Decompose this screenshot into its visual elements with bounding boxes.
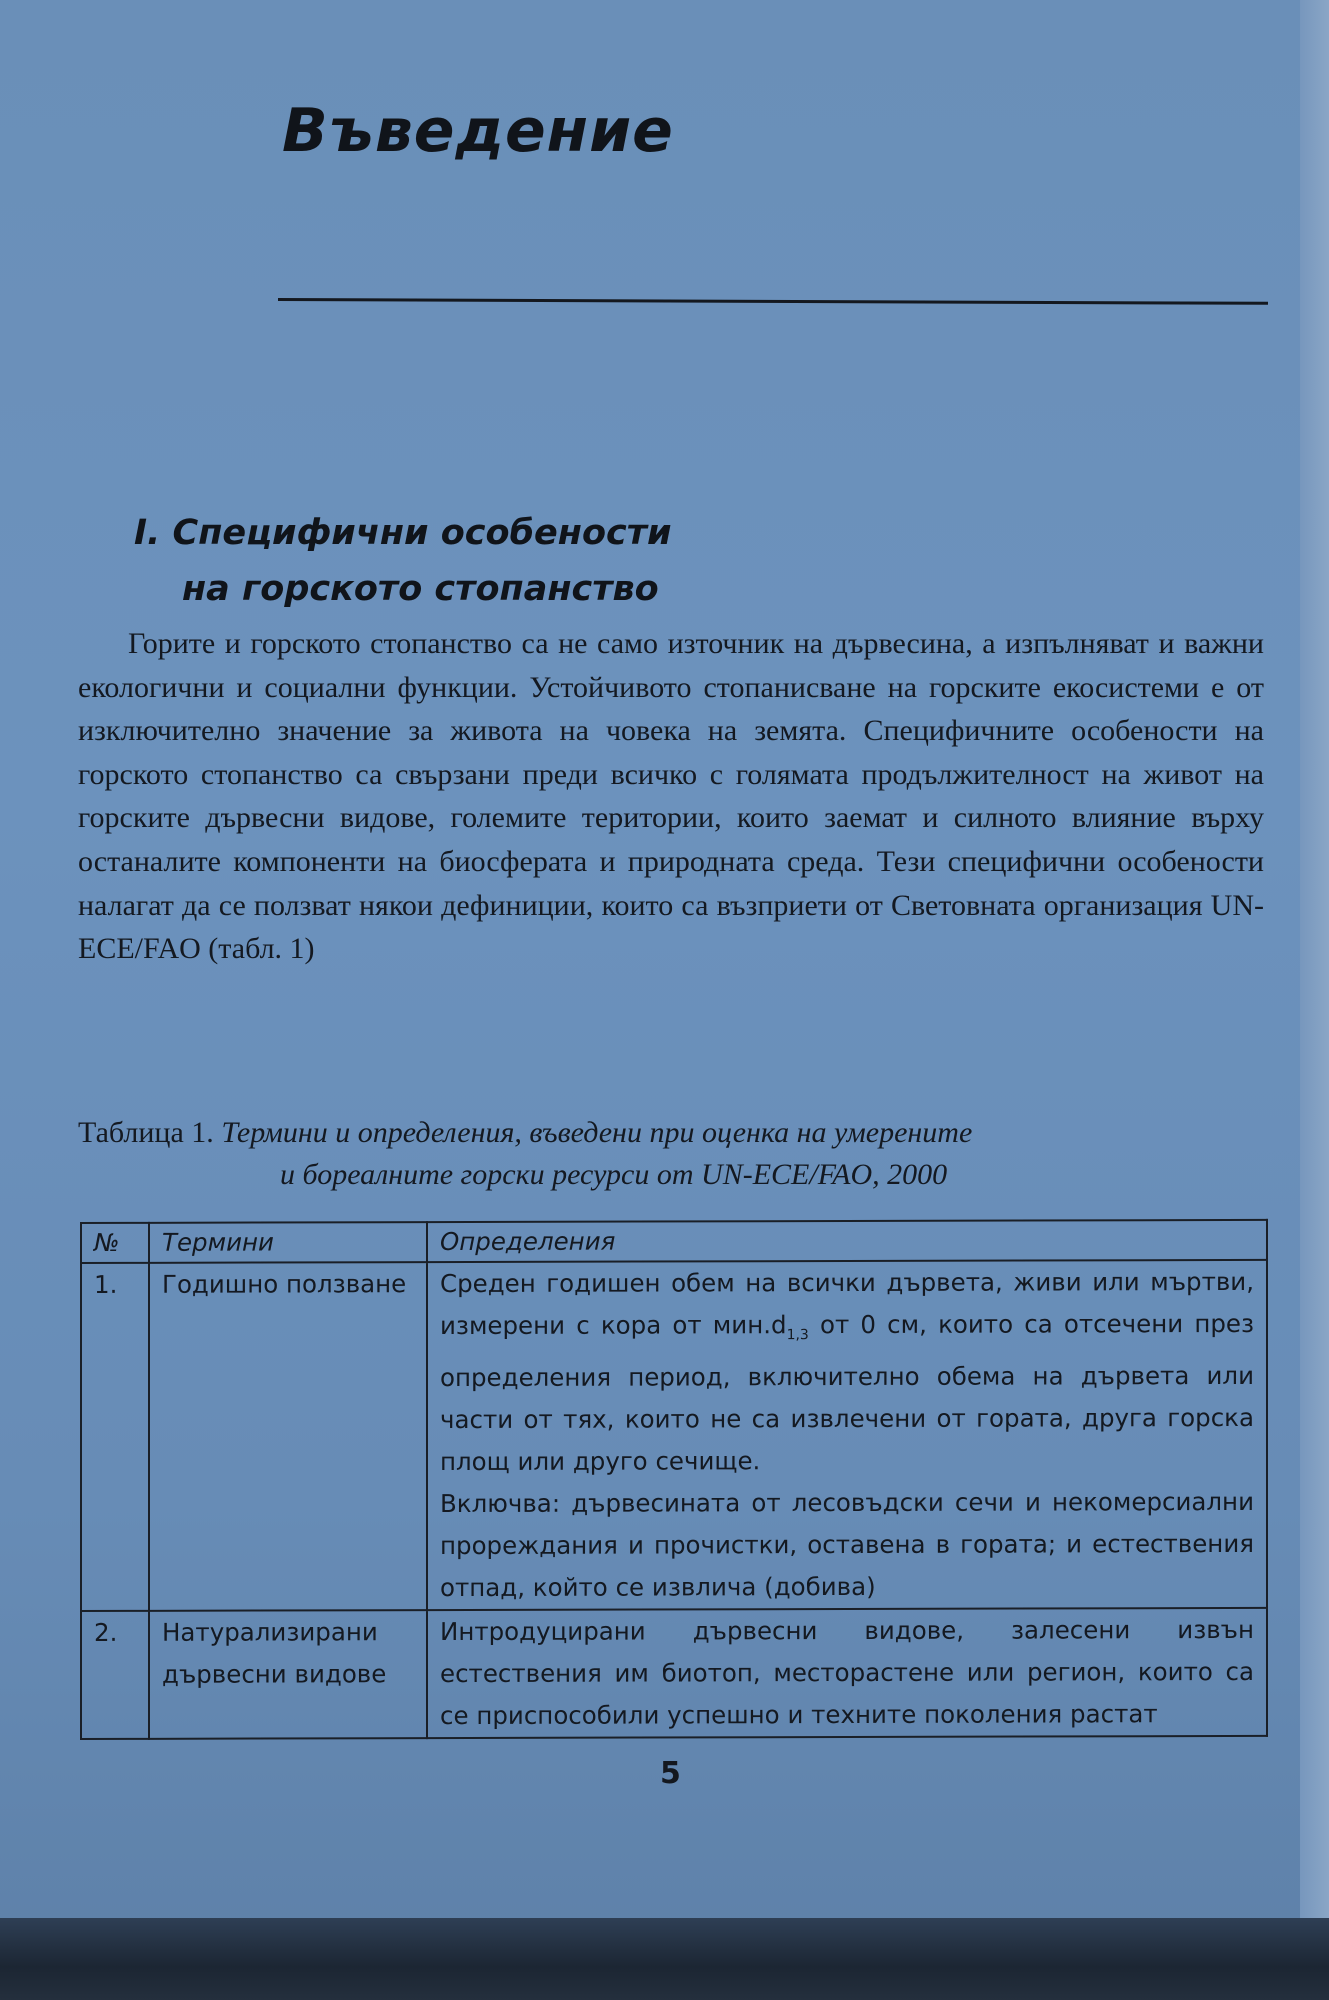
title-underline bbox=[278, 298, 1268, 305]
terms-table bbox=[80, 1219, 1268, 1740]
definition-text: Среден годишен обем на всички дървета, живи или мъртви, измерени с кора от мин.d bbox=[440, 1266, 1254, 1341]
table-caption-title-line2: и бореалните горски ресурси от UN-ECE/FAO, 2000 bbox=[280, 1158, 948, 1191]
body-paragraph-text: Горите и горското стопанство са не само източник на дървесина, а изпълняват и важни екологични и социални функции. Устойчивото стопанисване на горските екосистеми е от изключително значение за живота на човека на земята. Специфичните особености на горското стопанство са свързани преди всичко с голямата продължителност на живот на горските дървесни видове, големите територии, които заемат и силното влияние върху останалите компоненти на биосферата и природната среда. Тези специфични особености налагат да се ползват някои дефиниции, които са възприети от Световната организация UN-ECE/FAO (табл. 1) bbox=[78, 627, 1264, 966]
table-caption bbox=[78, 1112, 1268, 1196]
definition-text-cont: от 0 см, които са отсечени през определения период, включително обема на дървета или части от тях, които не са извлечени от гората, друга горска площ или друго сечище. bbox=[440, 1308, 1254, 1477]
table-row bbox=[81, 1608, 1267, 1739]
row-number: 2. bbox=[81, 1611, 149, 1739]
table-caption-title-line1: Термини и определения, въведени при оценка на умерените bbox=[221, 1116, 973, 1149]
header-definitions: Определения bbox=[427, 1220, 1267, 1262]
table-header-row bbox=[81, 1220, 1267, 1263]
section-heading-line1: I. Специфични особености bbox=[134, 513, 672, 553]
header-number: № bbox=[81, 1223, 149, 1263]
page-number: 5 bbox=[660, 1756, 681, 1791]
table-caption-label: Таблица 1. bbox=[78, 1116, 214, 1149]
definition-includes: Включва: дървесината от лесовъдски сечи и некомерсиални прореждания и прочистки, оставена в гората; и естествения отпад, който се извлича (добива) bbox=[440, 1486, 1254, 1603]
page-edge bbox=[1300, 0, 1329, 1920]
table-row bbox=[81, 1260, 1267, 1611]
book-bottom-edge bbox=[0, 1918, 1329, 2000]
body-paragraph bbox=[78, 622, 1264, 971]
chapter-title: Въведение bbox=[282, 96, 674, 166]
row-definition: Интродуцирани дървесни видове, залесени извън естествения им биотоп, месторастене или регион, които са се приспособили успешно и техните поколения растат bbox=[427, 1608, 1267, 1738]
row-term: Натурализирани дървесни видове bbox=[149, 1610, 427, 1739]
row-number: 1. bbox=[81, 1263, 149, 1611]
header-terms: Термини bbox=[149, 1222, 427, 1263]
section-heading-line2: на горското стопанство bbox=[182, 569, 659, 609]
section-heading bbox=[134, 505, 672, 617]
row-definition bbox=[427, 1260, 1267, 1610]
definition-subscript: 1,3 bbox=[786, 1327, 809, 1344]
row-term: Годишно ползване bbox=[149, 1262, 427, 1611]
